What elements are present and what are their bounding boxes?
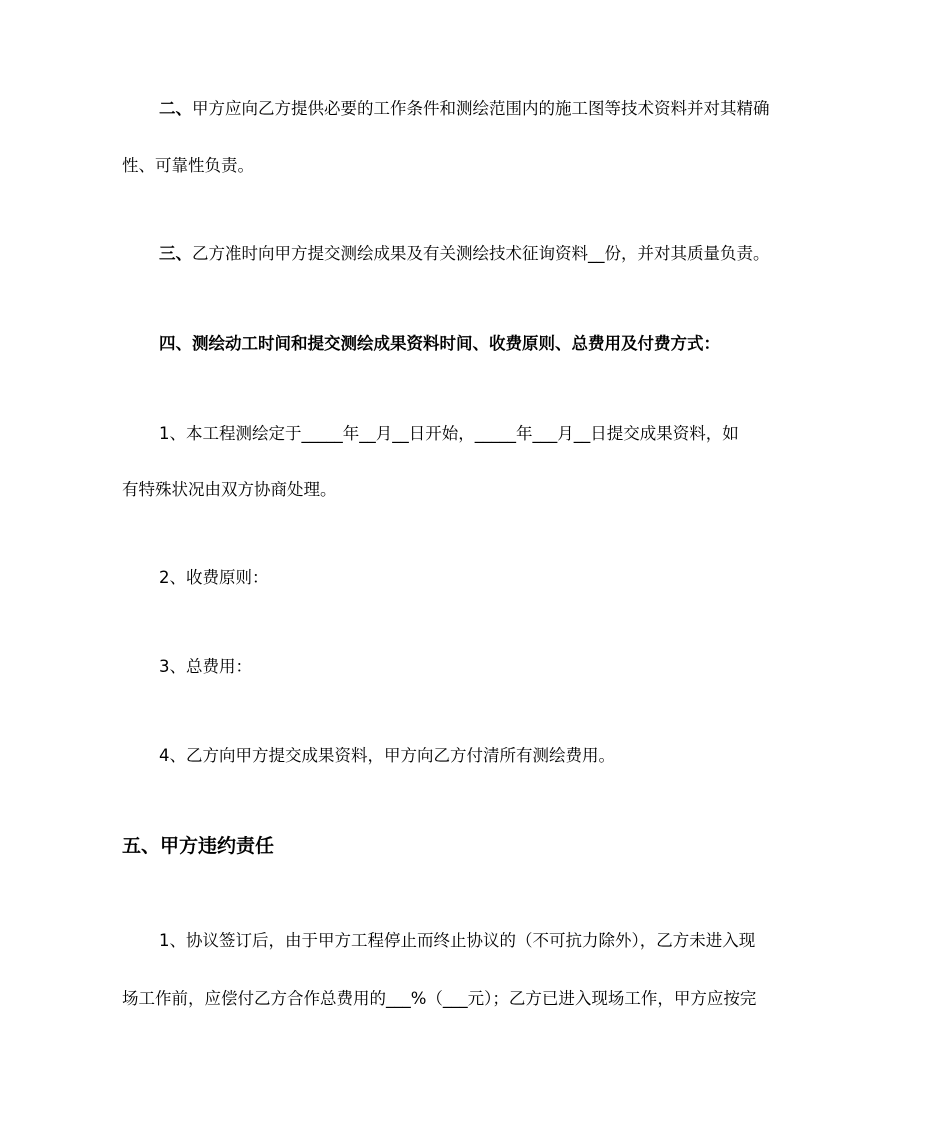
- clause-4-heading: 四、测绘动工时间和提交测绘成果资料时间、收费原则、总费用及付费方式：: [159, 334, 720, 353]
- clause-3: [159, 243, 770, 265]
- item-4-2: 2、收费原则：: [159, 568, 269, 587]
- clause-2-line-2: 性、可靠性负责。: [122, 156, 254, 175]
- clause-3-number: 三、: [159, 244, 192, 263]
- clause-3-text: 乙方准时向甲方提交测绘成果及有关测绘技术征询资料__份，并对其质量负责。: [192, 244, 770, 263]
- clause-2-text: 甲方应向乙方提供必要的工作条件和测绘范围内的施工图等技术资料并对其精确: [192, 99, 770, 118]
- item-4-3: 3、总费用：: [159, 657, 252, 676]
- item-5-1-line-1: 1、协议签订后，由于甲方工程停止而终止协议的（不可抗力除外），乙方未进入现: [159, 931, 756, 950]
- item-4-4: 4、乙方向甲方提交成果资料，甲方向乙方付清所有测绘费用。: [159, 746, 615, 765]
- clause-2-number: 二、: [159, 99, 192, 118]
- clause-2-line-1: [159, 98, 770, 120]
- section-5-heading: 五、甲方违约责任: [122, 835, 275, 857]
- item-4-1-line-1: 1、本工程测绘定于_____年__月__日开始，_____年___月__日提交成果资料，如: [159, 424, 739, 443]
- item-5-1-line-2: 场工作前，应偿付乙方合作总费用的___%（___元）；乙方已进入现场工作，甲方应按完: [122, 989, 757, 1008]
- item-4-1-line-2: 有特殊状况由双方协商处理。: [122, 480, 337, 499]
